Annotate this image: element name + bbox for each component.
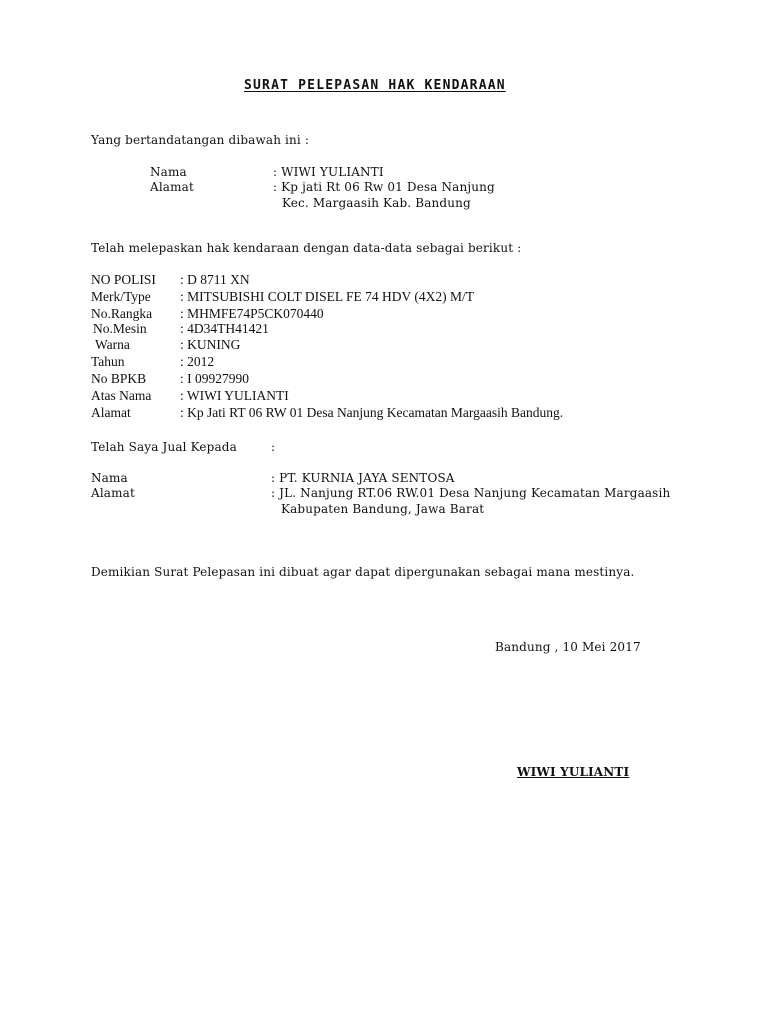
vehicle-value-atas-nama: : WIWI YULIANTI <box>180 388 289 403</box>
signer-name-value: : WIWI YULIANTI <box>273 165 384 179</box>
buyer-address-line1: : JL. Nanjung RT.06 RW.01 Desa Nanjung Kecamatan Margaasih <box>271 486 671 500</box>
vehicle-label-tahun: Tahun <box>91 354 125 369</box>
vehicle-label-warna: Warna <box>95 337 130 352</box>
vehicle-value-merk-type: : MITSUBISHI COLT DISEL FE 74 HDV (4X2) M/T <box>180 289 475 304</box>
vehicle-value-no-polisi: : D 8711 XN <box>180 272 250 287</box>
signer-name-label: Nama <box>150 165 187 179</box>
vehicle-label-no-bpkb: No BPKB <box>91 371 147 386</box>
vehicle-label-merk-type: Merk/Type <box>91 289 151 304</box>
signer-address-line2: Kec. Margaasih Kab. Bandung <box>282 196 471 210</box>
vehicle-label-atas-nama: Atas Nama <box>91 388 152 403</box>
buyer-address-label: Alamat <box>91 486 135 500</box>
release-statement: Telah melepaskan hak kendaraan dengan data-data sebagai berikut : <box>91 241 522 255</box>
signer-address-label: Alamat <box>150 180 194 194</box>
sold-to-heading-colon: : <box>271 440 276 454</box>
vehicle-value-warna: : KUNING <box>180 337 241 352</box>
document-title: SURAT PELEPASAN HAK KENDARAAN <box>244 78 506 93</box>
vehicle-value-tahun: : 2012 <box>180 354 215 369</box>
vehicle-label-alamat: Alamat <box>91 405 131 420</box>
signature-name: WIWI YULIANTI <box>517 765 630 779</box>
vehicle-value-no-mesin: : 4D34TH41421 <box>180 321 269 336</box>
buyer-address-line2: Kabupaten Bandung, Jawa Barat <box>281 502 485 516</box>
vehicle-value-alamat: : Kp Jati RT 06 RW 01 Desa Nanjung Kecamatan Margaasih Bandung. <box>180 405 564 420</box>
buyer-name-label: Nama <box>91 471 128 485</box>
buyer-name-value: : PT. KURNIA JAYA SENTOSA <box>271 471 455 485</box>
intro-text: Yang bertandatangan dibawah ini : <box>91 133 310 147</box>
place-date: Bandung , 10 Mei 2017 <box>495 640 641 654</box>
sold-to-heading: Telah Saya Jual Kepada <box>91 440 237 454</box>
vehicle-label-no-rangka: No.Rangka <box>91 306 153 321</box>
closing-statement: Demikian Surat Pelepasan ini dibuat agar dapat dipergunakan sebagai mana mestinya. <box>91 565 635 579</box>
vehicle-label-no-polisi: NO POLISI <box>91 272 156 287</box>
vehicle-value-no-bpkb: : I 09927990 <box>180 371 249 386</box>
signer-address-line1: : Kp jati Rt 06 Rw 01 Desa Nanjung <box>273 180 495 194</box>
vehicle-value-no-rangka: : MHMFE74P5CK070440 <box>180 306 324 321</box>
vehicle-label-no-mesin: No.Mesin <box>93 321 147 336</box>
